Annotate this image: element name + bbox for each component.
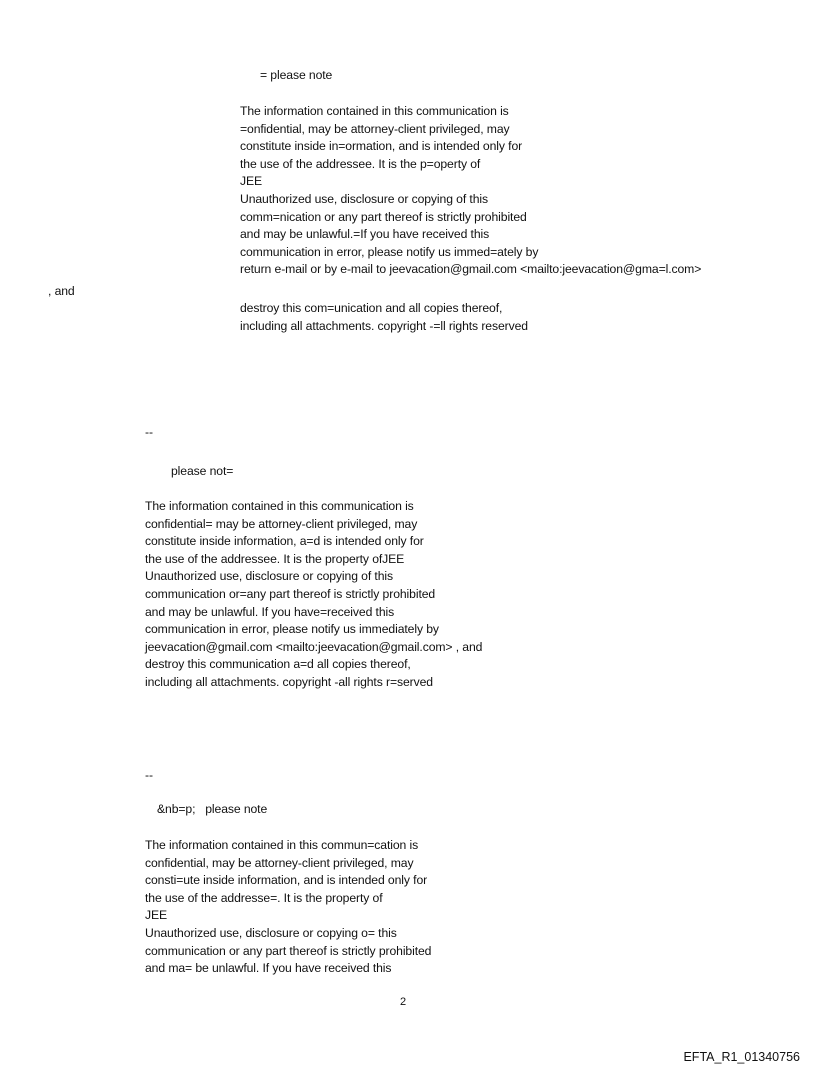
text-line: and may be unlawful.=If you have received this [240, 227, 490, 242]
text-line: Unauthorized use, disclosure or copying of this [145, 569, 393, 584]
text-line: Unauthorized use, disclosure or copying o= this [145, 925, 397, 940]
text-line: JEE [145, 908, 168, 923]
text-line: The information contained in this communication is [145, 499, 414, 513]
text-line: and may be unlawful. If you have=received this [145, 604, 395, 619]
text-line: comm=nication or any part thereof is strictly prohibited [240, 209, 527, 224]
text-line: destroy this com=unication and all copies thereof, [240, 301, 503, 315]
text-line: the use of the addressee. It is the property ofJEE [145, 551, 405, 566]
text-line: confidential= may be attorney-client privileged, may [145, 516, 418, 531]
page-number: 2 [400, 996, 407, 1008]
text-line: the use of the addresse=. It is the property of [145, 890, 383, 905]
text-line: consti=ute inside information, and is intended only for [145, 873, 428, 888]
text-line: confidential, may be attorney-client privileged, may [145, 855, 414, 870]
text-line: communication in error, please notify us immed=ately by [240, 244, 539, 259]
section2-body [145, 498, 482, 692]
text-line: JEE [240, 174, 263, 189]
text-line: return e-mail or by e-mail to jeevacation@gmail.com <mailto:jeevacation@gma=l.com> [240, 262, 702, 277]
text-line: Unauthorized use, disclosure or copying of this [240, 191, 488, 206]
text-line: destroy this communication a=d all copies thereof, [145, 657, 411, 672]
text-line: including all attachments. copyright -=ll rights reserved [240, 318, 528, 333]
section1-wrap-text: , and [48, 284, 75, 298]
text-line: and ma= be unlawful. If you have received this [145, 961, 392, 976]
text-line: the use of the addressee. It is the p=operty of [240, 156, 481, 171]
text-line: communication or=any part thereof is strictly prohibited [145, 586, 436, 601]
text-line: constitute inside information, a=d is intended only for [145, 534, 424, 549]
section1-tail [240, 300, 528, 335]
text-line: =onfidential, may be attorney-client privileged, may [240, 121, 510, 136]
section3-separator: -- [145, 768, 153, 782]
text-line: including all attachments. copyright -all rights r=served [145, 674, 433, 689]
section3-body [145, 837, 431, 978]
section2-separator: -- [145, 425, 153, 439]
text-line: The information contained in this communication is [240, 104, 509, 118]
text-line: jeevacation@gmail.com <mailto:jeevacation@gmail.com> , and [145, 639, 483, 654]
section3-heading: &nb=p; please note [157, 802, 268, 816]
text-line: The information contained in this commun=cation is [145, 838, 419, 852]
text-line: communication or any part thereof is strictly prohibited [145, 943, 432, 958]
section2-heading: please not= [171, 464, 234, 478]
section1-heading: = please note [260, 68, 333, 82]
text-line: constitute inside in=ormation, and is intended only for [240, 139, 523, 154]
section1-body [240, 103, 701, 279]
text-line: communication in error, please notify us immediately by [145, 622, 439, 637]
bates-number: EFTA_R1_01340756 [683, 1050, 800, 1064]
